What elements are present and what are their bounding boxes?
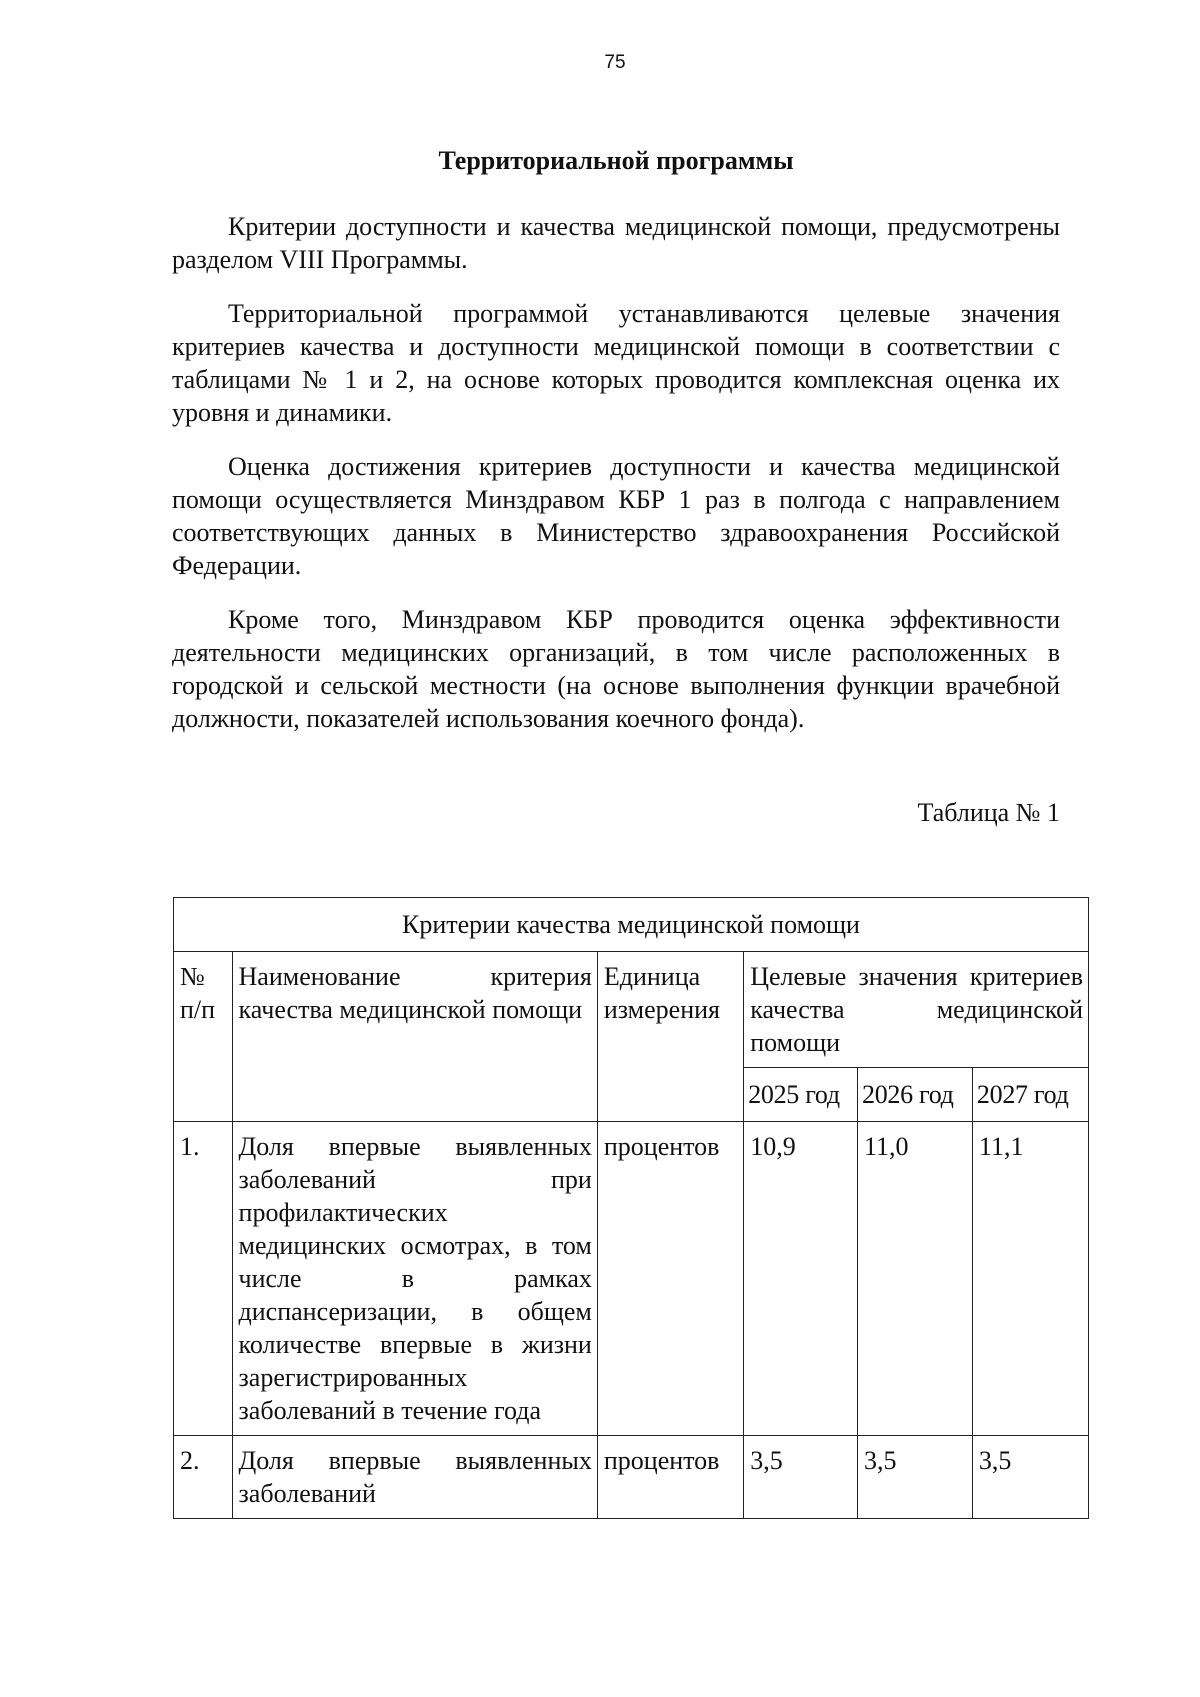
- row-value-2025: 3,5: [744, 1436, 858, 1519]
- table-header-row: [174, 952, 1089, 1068]
- row-num: 2.: [174, 1436, 233, 1519]
- row-value-2026: 3,5: [858, 1436, 973, 1519]
- table-title: Критерии качества медицинской помощи: [174, 898, 1089, 952]
- header-num: № п/п: [174, 952, 233, 1122]
- quality-criteria-table: [173, 897, 1089, 1519]
- row-unit: процентов: [597, 1436, 743, 1519]
- header-year-2025: 2025 год: [744, 1068, 858, 1122]
- page-number: 75: [604, 52, 626, 73]
- table-caption: Таблица № 1: [917, 798, 1060, 827]
- row-value-2027: 11,1: [972, 1122, 1088, 1436]
- row-name: Доля впервые выявленных заболеваний при профилактических медицинских осмотрах, в том числе в рамках диспансеризации, в общем количестве впервые в жизни зарегистрированных заболеваний в течение года: [232, 1122, 597, 1436]
- paragraph-1: Критерии доступности и качества медицинской помощи, предусмотрены разделом VIII Программы.: [172, 212, 1060, 274]
- row-num: 1.: [174, 1122, 233, 1436]
- header-name: Наименование критерия качества медицинской помощи: [232, 952, 597, 1122]
- row-name: Доля впервые выявленных заболеваний: [232, 1436, 597, 1519]
- header-year-2026: 2026 год: [858, 1068, 973, 1122]
- paragraph-4: Кроме того, Минздравом КБР проводится оценка эффективности деятельности медицинских организаций, в том числе расположенных в городской и сельской местности (на основе выполнения функции врачебной должности, показателей использования коечного фонда).: [172, 605, 1060, 733]
- table-title-row: [174, 898, 1089, 952]
- paragraph-2: Территориальной программой устанавливаются целевые значения критериев качества и доступности медицинской помощи в соответствии с таблицами № 1 и 2, на основе которых проводится комплексная оценка их уровня и динамики.: [172, 299, 1060, 427]
- table-row: [174, 1436, 1089, 1519]
- section-heading: Территориальной программы: [438, 146, 794, 175]
- row-value-2026: 11,0: [858, 1122, 973, 1436]
- header-targets: Целевые значения критериев качества медицинской помощи: [744, 952, 1089, 1068]
- row-unit: процентов: [597, 1122, 743, 1436]
- row-value-2025: 10,9: [744, 1122, 858, 1436]
- header-year-2027: 2027 год: [972, 1068, 1088, 1122]
- header-unit: Единица измерения: [597, 952, 743, 1122]
- table-row: [174, 1122, 1089, 1436]
- row-value-2027: 3,5: [972, 1436, 1088, 1519]
- paragraph-3: Оценка достижения критериев доступности и качества медицинской помощи осуществляется Минздравом КБР 1 раз в полгода с направлением соответствующих данных в Министерство здравоохранения Российской Федерации.: [172, 452, 1060, 580]
- body-text: [172, 210, 1060, 756]
